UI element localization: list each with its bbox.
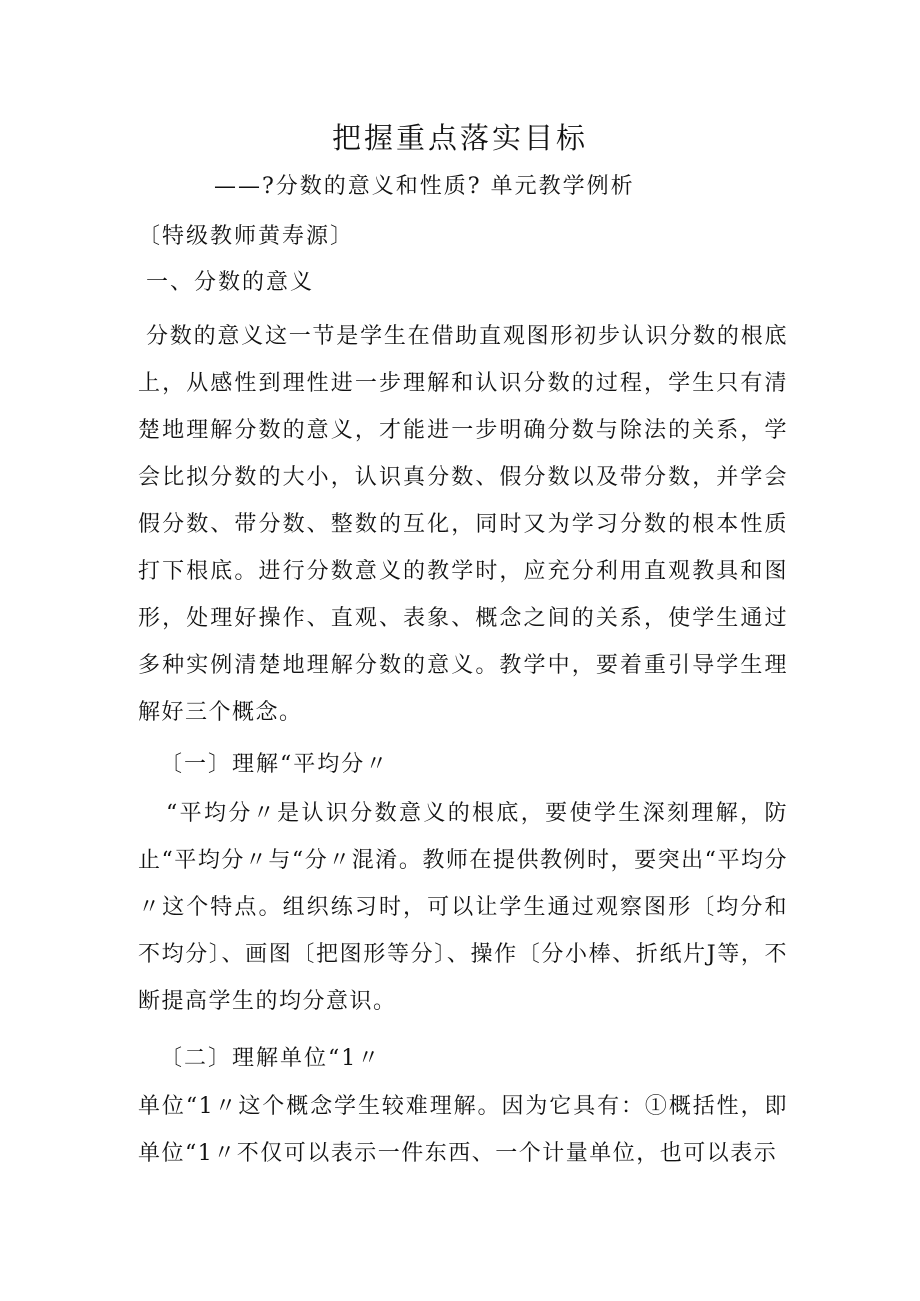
subsection-paragraph-unit-one: 单位“1〃这个概念学生较难理解。因为它具有：①概括性，即单位“1〃不仅可以表示一件东西、一个计量单位，也可以表示 (138, 1094, 788, 1166)
author-line: 〔特级教师黄寿源〕 (138, 224, 355, 249)
subsection-heading-average: 〔一〕理解“平均分〃 (160, 752, 390, 777)
subsection-paragraph-average: “平均分〃是认识分数意义的根底，要使学生深刻理解，防止“平均分〃与“分〃混淆。教师在提供教例时，要突出“平均分〃这个特点。组织练习时，可以让学生通过观察图形〔均分和不均分〕、画图〔把图形等分〕、操作〔分小棒、折纸片J等，不断提高学生的均分意识。 (138, 801, 788, 1014)
section-paragraph-meaning: 分数的意义这一节是学生在借助直观图形初步认识分数的根底上，从感性到理性进一步理解和认识分数的过程，学生只有清楚地理解分数的意义，才能进一步明确分数与除法的关系，学会比拟分数的大小，认识真分数、假分数以及带分数，并学会假分数、带分数、整数的互化，同时又为学习分数的根本性质打下根底。进行分数意义的教学时，应充分利用直观教具和图形，处理好操作、直观、表象、概念之间的关系，使学生通过多种实例清楚地理解分数的意义。教学中，要着重引导学生理解好三个概念。 (138, 324, 788, 725)
document-title: 把握重点落实目标 (331, 121, 588, 155)
subsection-heading-unit-one: 〔二〕理解单位“1〃 (160, 1046, 382, 1071)
section-heading-meaning: 一、分数的意义 (146, 270, 315, 295)
document-subtitle: ——?分数的意义和性质? 单元教学例析 (214, 174, 635, 199)
